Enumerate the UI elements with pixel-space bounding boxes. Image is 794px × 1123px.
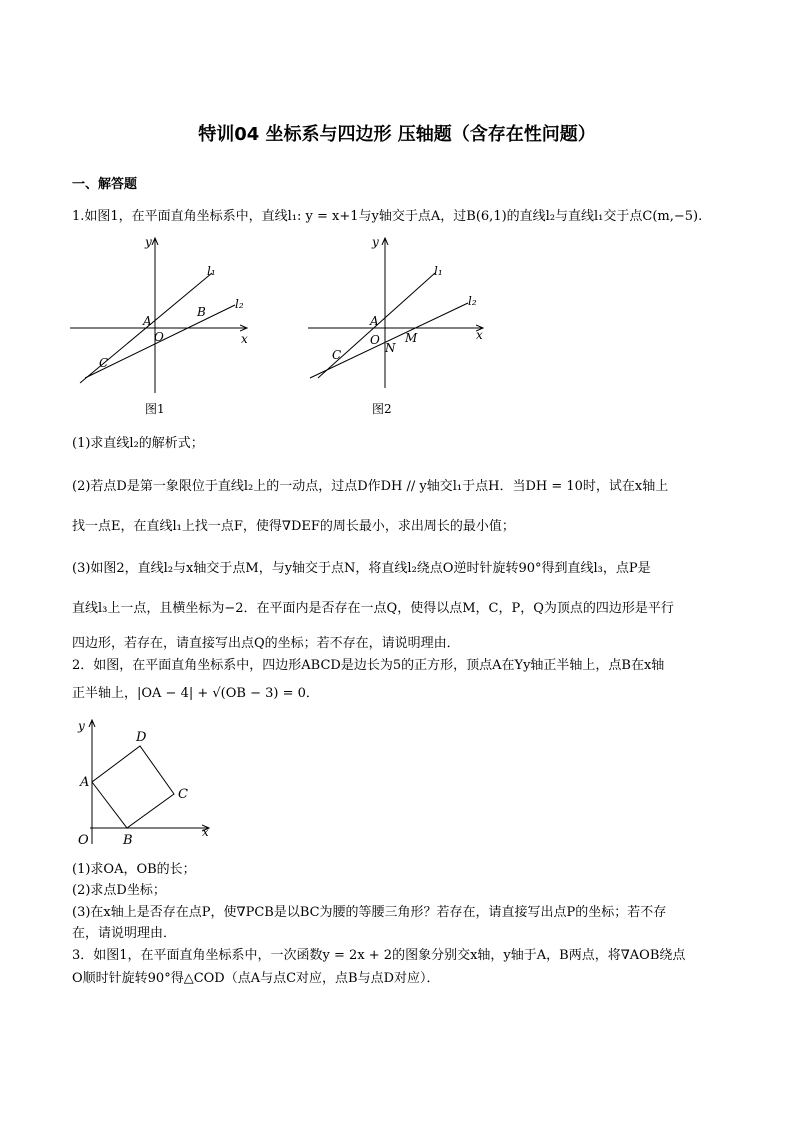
- label-y: y: [78, 719, 85, 733]
- figure-1: [65, 228, 265, 418]
- label-M: M: [405, 331, 418, 345]
- q2-part1: (1)求OA，OB的长；: [72, 862, 196, 877]
- figure-square: [72, 712, 222, 852]
- figure-caption: 图1: [145, 402, 165, 416]
- label-D: D: [136, 730, 147, 745]
- label-x: x: [476, 328, 483, 342]
- label-C: C: [332, 348, 342, 362]
- section-heading: 一、解答题: [72, 177, 138, 192]
- label-O: O: [78, 833, 89, 848]
- square-ABCD: [92, 746, 174, 828]
- label-B: B: [123, 833, 133, 848]
- figure-2: [300, 228, 495, 418]
- label-x: x: [202, 825, 209, 839]
- label-y: y: [372, 235, 379, 249]
- q2-part2: (2)求点D坐标；: [72, 883, 166, 898]
- q2-stem-line1: 2．如图，在平面直角坐标系中，四边形ABCD是边长为5的正方形，顶点A在Yy轴正半轴上，点B在x轴: [72, 658, 665, 673]
- page-title: 特训04 坐标系与四边形 压轴题（含存在性问题）: [198, 124, 596, 145]
- label-l1: l₁: [207, 264, 216, 278]
- q1-part1: (1)求直线l₂的解析式；: [72, 436, 204, 451]
- q3-stem-line1: 3．如图1，在平面直角坐标系中，一次函数y = 2x + 2的图象分别交x轴，y轴于A，B两点，将∇AOB绕点: [72, 948, 686, 963]
- label-O: O: [370, 333, 380, 347]
- q1-part2-line1: (2)若点D是第一象限位于直线l₂上的一动点，过点D作DH // y轴交l₁于点H．当DH = 10时，试在x轴上: [72, 479, 669, 494]
- q2-stem-line2: 正半轴上，|OA − 4| + √(OB − 3) = 0．: [72, 686, 319, 701]
- label-x: x: [241, 332, 248, 346]
- q2-part3-line1: (3)在x轴上是否存在点P，使∇PCB是以BC为腰的等腰三角形？若存在，请直接写出点P的坐标；若不存: [72, 905, 667, 920]
- label-N: N: [385, 341, 396, 355]
- label-C: C: [99, 356, 109, 370]
- q1-part3-line2: 直线l₃上一点，且横坐标为−2．在平面内是否存在一点Q，使得以点M，C，P，Q为顶点的四边形是平行: [72, 601, 674, 616]
- label-A: A: [143, 314, 152, 328]
- label-l2: l₂: [468, 294, 477, 308]
- q1-part3-line1: (3)如图2，直线l₂与x轴交于点M，与y轴交于点N，将直线l₂绕点O逆时针旋转90°得到直线l₃，点P是: [72, 561, 651, 576]
- label-C: C: [178, 787, 188, 802]
- q1-stem: 1.如图1，在平面直角坐标系中，直线l₁: y = x+1与y轴交于点A，过B(6,1)的直线l₂与直线l₁交于点C(m,−5).: [72, 209, 703, 224]
- label-l1: l₁: [434, 264, 443, 278]
- label-y: y: [145, 235, 152, 249]
- q2-part3-line2: 在，请说明理由．: [72, 926, 177, 941]
- label-A: A: [80, 775, 90, 790]
- q1-part3-line3: 四边形，若存在，请直接写出点Q的坐标；若不存在，请说明理由．: [72, 636, 460, 651]
- q1-part2-line2: 找一点E，在直线l₁上找一点F，使得∇DEF的周长最小，求出周长的最小值；: [72, 519, 515, 534]
- label-O: O: [154, 330, 164, 344]
- label-l2: l₂: [235, 297, 244, 311]
- q3-stem-line2: O顺时针旋转90°得△COD（点A与点C对应，点B与点D对应）．: [72, 971, 440, 986]
- label-B: B: [197, 305, 206, 319]
- figure-caption: 图2: [372, 402, 392, 416]
- label-A: A: [370, 314, 379, 328]
